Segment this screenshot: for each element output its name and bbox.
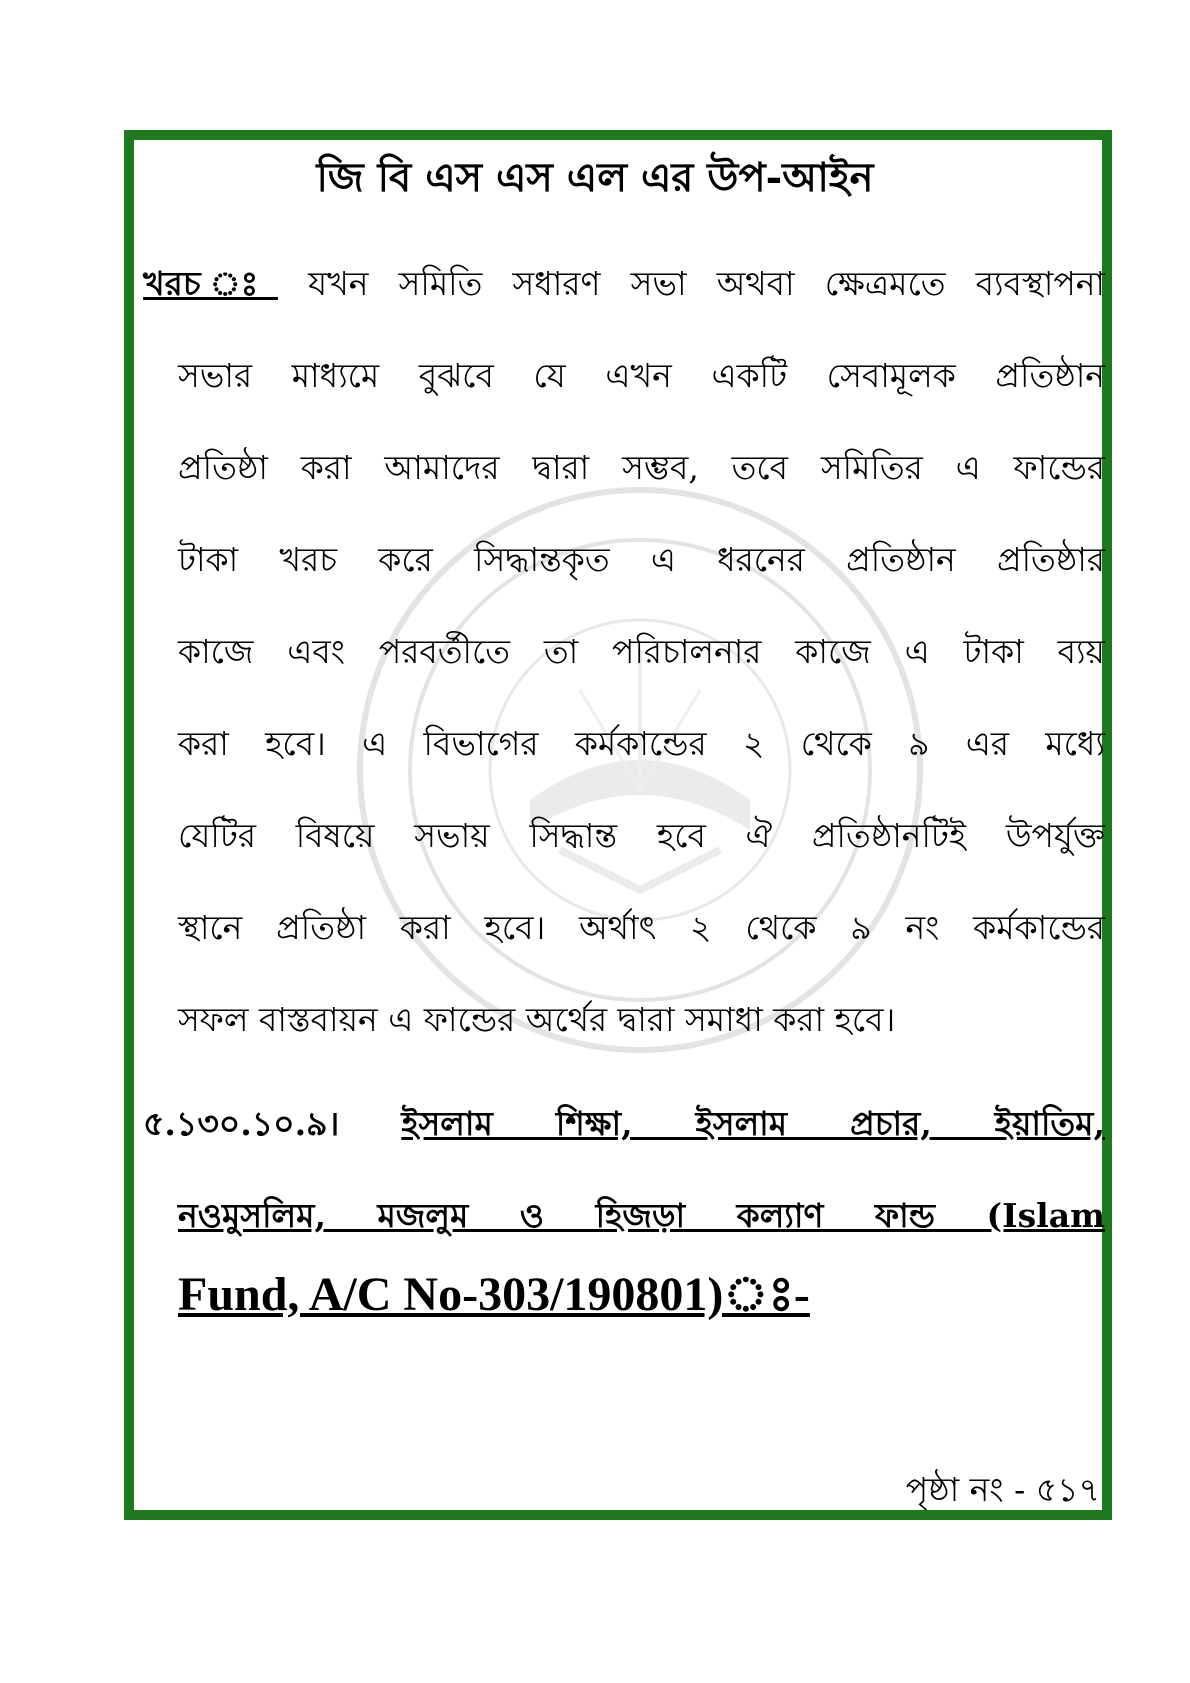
- expense-line: সফল বাস্তবায়ন এ ফান্ডের অর্থের দ্বারা সমাধা করা হবে।: [178, 1000, 896, 1039]
- expense-line: প্রতিষ্ঠা করা আমাদের দ্বারা সম্ভব, তবে সমিতির এ ফান্ডের: [178, 448, 1105, 487]
- expense-line: টাকা খরচ করে সিদ্ধান্তকৃত এ ধরনের প্রতিষ্ঠান প্রতিষ্ঠার: [178, 540, 1105, 579]
- expense-line: কাজে এবং পরবর্তীতে তা পরিচালনার কাজে এ টাকা ব্যয়: [178, 632, 1105, 671]
- page-title: জি বি এস এস এল এর উপ-আইন: [316, 154, 874, 201]
- expense-first-text: যখন সমিতি সধারণ সভা অথবা ক্ষেত্রমতে ব্যবস্থাপনা: [308, 264, 1106, 303]
- fund-account-heading: Fund, A/C No-303/190801)ঃ-: [178, 1268, 810, 1321]
- expense-first-line: [143, 238, 1105, 330]
- expense-label: খরচ ঃ: [143, 264, 278, 303]
- section-heading-line1: [143, 1078, 1105, 1170]
- expense-body: [143, 330, 1105, 1066]
- expense-line: সভার মাধ্যমে বুঝবে যে এখন একটি সেবামূলক প্রতিষ্ঠান: [178, 356, 1105, 395]
- page-number: পৃষ্ঠা নং - ৫১৭: [905, 1470, 1100, 1509]
- expense-line: যেটির বিষয়ে সভায় সিদ্ধান্ত হবে ঐ প্রতিষ্ঠানটিই উপর্যুক্ত: [178, 816, 1105, 855]
- section-heading: [143, 1078, 1105, 1262]
- expense-line: করা হবে। এ বিভাগের কর্মকান্ডের ২ থেকে ৯ এর মধ্যে: [178, 724, 1105, 763]
- section-heading-text1: ইসলাম শিক্ষা, ইসলাম প্রচার, ইয়াতিম,: [401, 1104, 1105, 1143]
- expense-paragraph: [143, 238, 1105, 1066]
- section-number: ৫.১৩০.১০.৯।: [143, 1104, 340, 1143]
- expense-line: স্থানে প্রতিষ্ঠা করা হবে। অর্থাৎ ২ থেকে ৯ নং কর্মকান্ডের: [178, 908, 1105, 947]
- section-heading-line2: নওমুসলিম, মজলুম ও হিজড়া কল্যাণ ফান্ড (Islam: [178, 1196, 1105, 1235]
